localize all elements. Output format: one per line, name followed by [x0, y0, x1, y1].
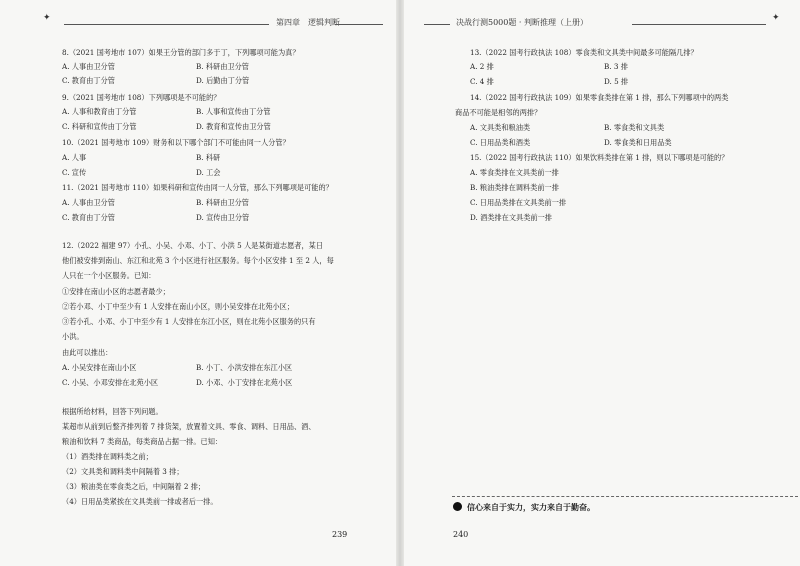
- question-12-lead: 由此可以推出：: [62, 348, 113, 357]
- option-10d: D. 工会: [196, 168, 221, 177]
- chapter-header: 第四章 逻辑判断: [276, 18, 340, 27]
- material-intro: 根据所给材料，回答下列问题。: [62, 407, 163, 416]
- slogan-divider: [452, 496, 798, 497]
- option-10c: C. 宣传: [62, 168, 87, 177]
- option-9a: A. 人事和教育由丁分管: [62, 107, 137, 116]
- option-11d: D. 宣传由卫分管: [196, 213, 250, 222]
- option-13c: C. 4 排: [470, 77, 494, 86]
- material-condition-1: （1）酒类排在调料类之前；: [62, 452, 153, 461]
- page-number: 240: [453, 530, 469, 539]
- question-11: 11.（2021 国考地市 110）如果科研和宣传由同一人分管，那么下列哪项是可能的？: [62, 183, 333, 192]
- question-15: 15.（2022 国考行政执法 110）如果饮料类排在第 1 排，则以下哪项是可能的？: [470, 153, 729, 162]
- option-13a: A. 2 排: [470, 62, 494, 71]
- option-8c: C. 教育由丁分管: [62, 76, 115, 85]
- option-14a: A. 文具类和粮油类: [470, 123, 531, 132]
- option-14b: B. 零食类和文具类: [604, 123, 665, 132]
- option-9d: D. 教育和宣传由卫分管: [196, 122, 271, 131]
- condition-3: ③若小孔、小邓、小丁中至少有 1 人安排在东江小区，则在北苑小区服务的只有: [62, 317, 316, 326]
- condition-3-cont: 小洪。: [62, 332, 84, 341]
- option-15d: D. 酒类排在文具类前一排: [470, 213, 552, 222]
- option-11c: C. 教育由丁分管: [62, 213, 115, 222]
- book-title-header: 决战行测5000题 · 判断推理（上册）: [456, 18, 588, 27]
- left-page: [0, 0, 396, 566]
- question-13: 13.（2022 国考行政执法 108）零食类和文具类中间最多可能隔几排？: [470, 48, 698, 57]
- condition-2: ②若小邓、小丁中至少有 1 人安排在南山小区，则小吴安排在北苑小区；: [62, 302, 294, 311]
- bullet-icon: [453, 502, 462, 511]
- option-13b: B. 3 排: [604, 62, 628, 71]
- question-8: 8.（2021 国考地市 107）如果王分管的部门多于丁，下列哪项可能为真？: [62, 48, 300, 57]
- option-8b: B. 科研由卫分管: [196, 62, 249, 71]
- option-8a: A. 人事由卫分管: [62, 62, 115, 71]
- header-rule: [632, 24, 766, 25]
- condition-1: ①安排在南山小区的志愿者最少；: [62, 287, 170, 296]
- header-rule: [424, 24, 450, 25]
- bookmark-icon: ✦: [772, 13, 780, 23]
- question-14-line2: 商品不可能是相邻的两排？: [455, 108, 542, 117]
- option-9b: B. 人事和宣传由丁分管: [196, 107, 271, 116]
- question-10: 10.（2021 国考地市 109）财务和以下哪个部门不可能由同一人分管？: [62, 138, 290, 147]
- material-line1: 某超市从前到后整齐排列着 7 排货架，放置着文具、零食、调料、日用品、酒、: [62, 422, 316, 431]
- question-12-line2: 他们被安排到南山、东江和北苑 3 个小区进行社区服务。每个小区安排 1 至 2 人，每: [62, 256, 334, 265]
- bookmark-icon: ✦: [43, 13, 51, 23]
- question-9: 9.（2021 国考地市 108）下列哪项是不可能的？: [62, 93, 221, 102]
- option-14d: D. 零食类和日用品类: [604, 138, 672, 147]
- option-12a: A. 小吴安排在南山小区: [62, 363, 137, 372]
- header-rule: [335, 24, 383, 25]
- header-rule: [64, 24, 269, 25]
- slogan: [453, 502, 595, 513]
- option-14c: C. 日用品类和酒类: [470, 138, 531, 147]
- option-12b: B. 小丁、小洪安排在东江小区: [196, 363, 293, 372]
- option-10a: A. 人事: [62, 153, 87, 162]
- option-10b: B. 科研: [196, 153, 221, 162]
- question-12-line1: 12.（2022 福建 97）小孔、小吴、小邓、小丁、小洪 5 人是某街道志愿者，某日: [62, 241, 324, 250]
- material-condition-2: （2）文具类和调料类中间隔着 3 排；: [62, 467, 184, 476]
- option-13d: D. 5 排: [604, 77, 629, 86]
- material-condition-3: （3）粮油类在零食类之后，中间隔着 2 排；: [62, 482, 206, 491]
- option-9c: C. 科研和宣传由丁分管: [62, 122, 137, 131]
- option-15c: C. 日用品类排在文具类前一排: [470, 198, 567, 207]
- option-11b: B. 科研由卫分管: [196, 198, 249, 207]
- slogan-text: 信心来自于实力，实力来自于勤奋。: [467, 503, 595, 512]
- option-15a: A. 零食类排在文具类前一排: [470, 168, 559, 177]
- option-8d: D. 后勤由丁分管: [196, 76, 250, 85]
- material-line2: 粮油和饮料 7 类商品，每类商品占据一排。已知：: [62, 437, 223, 446]
- option-11a: A. 人事由卫分管: [62, 198, 115, 207]
- question-12-line3: 人只在一个小区服务。已知：: [62, 271, 156, 280]
- option-12d: D. 小邓、小丁安排在北苑小区: [196, 378, 293, 387]
- book-gutter: [396, 0, 404, 566]
- option-12c: C. 小吴、小邓安排在北苑小区: [62, 378, 159, 387]
- question-14-line1: 14.（2022 国考行政执法 109）如果零食类排在第 1 排，那么下列哪项中的两类: [470, 93, 729, 102]
- option-15b: B. 粮油类排在调料类前一排: [470, 183, 559, 192]
- right-page: [404, 0, 800, 566]
- material-condition-4: （4）日用品类紧挨在文具类前一排或者后一排。: [62, 497, 218, 506]
- page-number: 239: [332, 530, 348, 539]
